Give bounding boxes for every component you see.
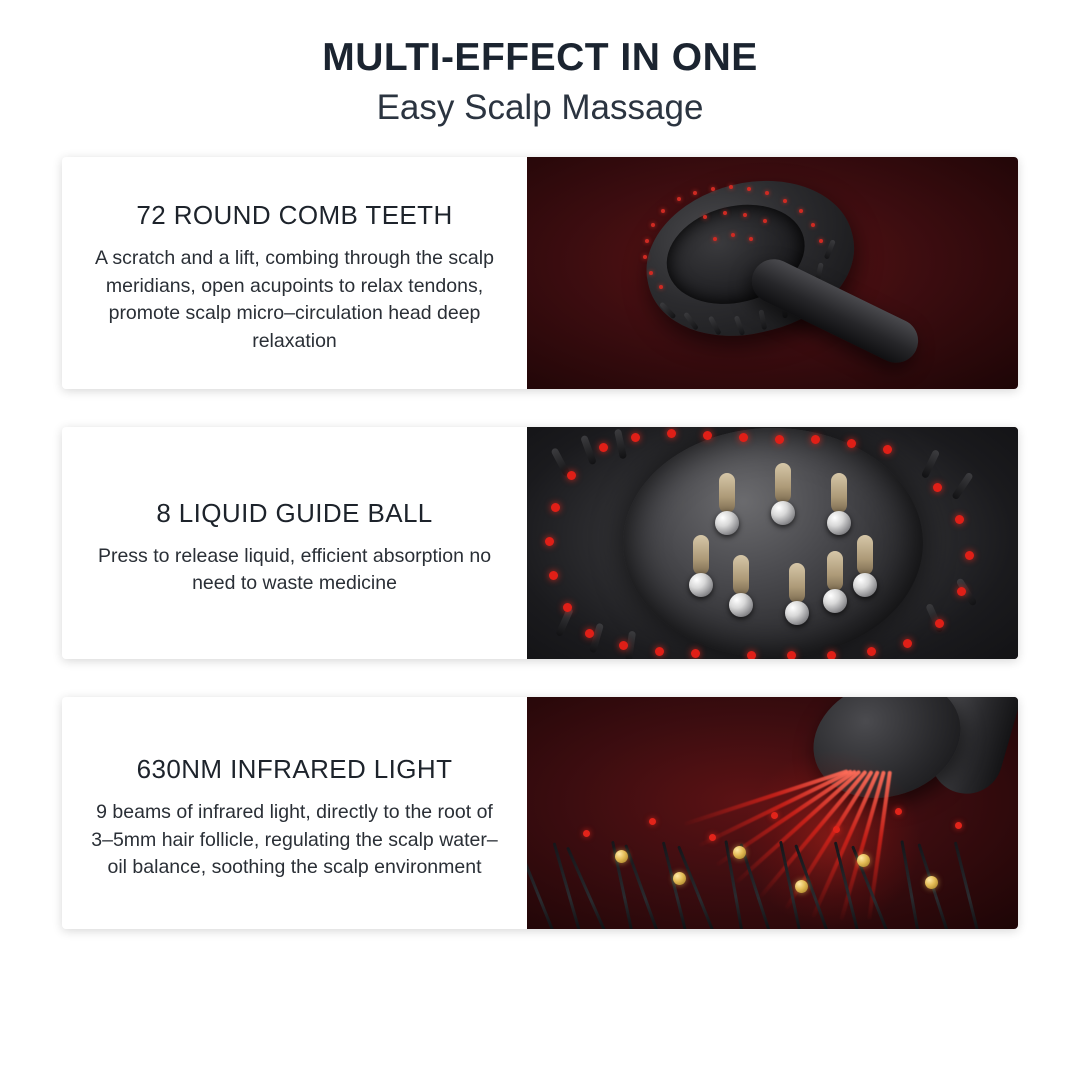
red-light-dot: [649, 271, 653, 275]
feature-body: A scratch and a lift, combing through the scalp meridians, open acupoints to relax tendons, promote scalp micro–circulation head deep relaxation: [95, 246, 494, 353]
feature-image-liquid-guide-ball: [527, 427, 1018, 659]
liquid-guide-post: [719, 473, 735, 513]
red-light-dot: [643, 255, 647, 259]
hair-strand: [662, 841, 688, 929]
feature-card: [62, 427, 1018, 659]
red-light-dot: [965, 551, 974, 560]
hair-strand: [566, 847, 608, 929]
page-title: MULTI-EFFECT IN ONE: [322, 36, 758, 79]
red-light-dot: [847, 439, 856, 448]
red-light-dot: [819, 239, 823, 243]
feature-heading: 630NM INFRARED LIGHT: [136, 753, 453, 784]
liquid-guide-post: [789, 563, 805, 603]
red-light-dot: [655, 647, 664, 656]
feature-card-text: [62, 427, 527, 659]
hair-strand: [954, 841, 980, 929]
red-light-dot: [693, 191, 697, 195]
liquid-guide-ball: [853, 573, 877, 597]
comb-tooth: [734, 315, 746, 336]
red-light-dot: [731, 233, 735, 237]
red-light-dot: [651, 223, 655, 227]
comb-tooth: [659, 301, 676, 319]
red-light-dot: [619, 641, 628, 650]
red-light-dot: [775, 435, 784, 444]
red-light-dot: [957, 587, 966, 596]
red-light-dot: [545, 537, 554, 546]
red-light-dot: [799, 209, 803, 213]
red-light-dot: [631, 433, 640, 442]
red-light-dot: [703, 431, 712, 440]
comb-tooth: [708, 315, 722, 335]
hair-follicle: [733, 846, 746, 859]
red-light-dot: [729, 185, 733, 189]
liquid-guide-ball: [785, 601, 809, 625]
red-light-dot: [895, 808, 902, 815]
red-light-dot: [811, 223, 815, 227]
red-light-dot: [585, 629, 594, 638]
red-light-dot: [765, 191, 769, 195]
red-light-dot: [903, 639, 912, 648]
liquid-guide-ball: [771, 501, 795, 525]
liquid-guide-post: [827, 551, 843, 591]
liquid-guide-ball: [823, 589, 847, 613]
feature-card-text: [62, 157, 527, 389]
hair-strand: [527, 845, 556, 929]
red-light-dot: [649, 818, 656, 825]
red-light-dot: [867, 647, 876, 656]
red-light-dot: [955, 822, 962, 829]
feature-card: [62, 157, 1018, 389]
feature-image-infrared-light: [527, 697, 1018, 929]
comb-tooth: [758, 309, 767, 330]
liquid-guide-ball: [689, 573, 713, 597]
red-light-dot: [747, 187, 751, 191]
liquid-guide-post: [693, 535, 709, 575]
red-light-dot: [667, 429, 676, 438]
red-light-dot: [771, 812, 778, 819]
page-subtitle: Easy Scalp Massage: [376, 87, 704, 127]
liquid-guide-post: [733, 555, 749, 595]
red-light-dot: [811, 435, 820, 444]
hair-follicle: [795, 880, 808, 893]
feature-image-comb-teeth: [527, 157, 1018, 389]
red-light-dot: [749, 237, 753, 241]
feature-heading: 8 LIQUID GUIDE BALL: [156, 497, 433, 528]
red-light-dot: [583, 830, 590, 837]
red-light-dot: [833, 826, 840, 833]
feature-card-list: [0, 157, 1080, 929]
feature-card-text: [62, 697, 527, 929]
red-light-dot: [661, 209, 665, 213]
red-light-dot: [567, 471, 576, 480]
red-light-dot: [955, 515, 964, 524]
hair-follicle: [673, 872, 686, 885]
page-header: [0, 0, 1080, 129]
feature-body: 9 beams of infrared light, directly to the root of 3–5mm hair follicle, regulating the scalp water–oil balance, soothing the scalp environment: [91, 800, 498, 879]
red-light-dot: [709, 834, 716, 841]
red-light-dot: [691, 649, 700, 658]
red-light-dot: [677, 197, 681, 201]
hair-follicle: [857, 854, 870, 867]
red-light-dot: [743, 213, 747, 217]
comb-tooth: [824, 239, 836, 259]
liquid-guide-ball: [827, 511, 851, 535]
liquid-guide-post: [831, 473, 847, 513]
red-light-dot: [599, 443, 608, 452]
red-light-dot: [711, 187, 715, 191]
liquid-guide-ball: [729, 593, 753, 617]
red-light-dot: [563, 603, 572, 612]
red-light-dot: [645, 239, 649, 243]
red-light-dot: [739, 433, 748, 442]
red-light-dot: [747, 651, 756, 659]
hair-follicle: [925, 876, 938, 889]
red-light-dot: [933, 483, 942, 492]
red-light-dot: [659, 285, 663, 289]
feature-heading: 72 ROUND COMB TEETH: [136, 199, 453, 230]
red-light-dot: [723, 211, 727, 215]
red-light-dot: [787, 651, 796, 659]
red-light-dot: [549, 571, 558, 580]
comb-tooth: [683, 311, 699, 330]
feature-body: Press to release liquid, efficient absorption no need to waste medicine: [97, 544, 492, 595]
red-light-dot: [703, 215, 707, 219]
liquid-guide-ball: [715, 511, 739, 535]
hair-follicle: [615, 850, 628, 863]
feature-card: [62, 697, 1018, 929]
red-light-dot: [551, 503, 560, 512]
red-light-dot: [713, 237, 717, 241]
red-light-dot: [827, 651, 836, 659]
red-light-dot: [783, 199, 787, 203]
liquid-guide-disc: [623, 428, 923, 658]
red-light-dot: [763, 219, 767, 223]
liquid-guide-post: [857, 535, 873, 575]
red-light-dot: [935, 619, 944, 628]
red-light-dot: [883, 445, 892, 454]
liquid-guide-post: [775, 463, 791, 503]
hair-strand: [553, 842, 582, 929]
